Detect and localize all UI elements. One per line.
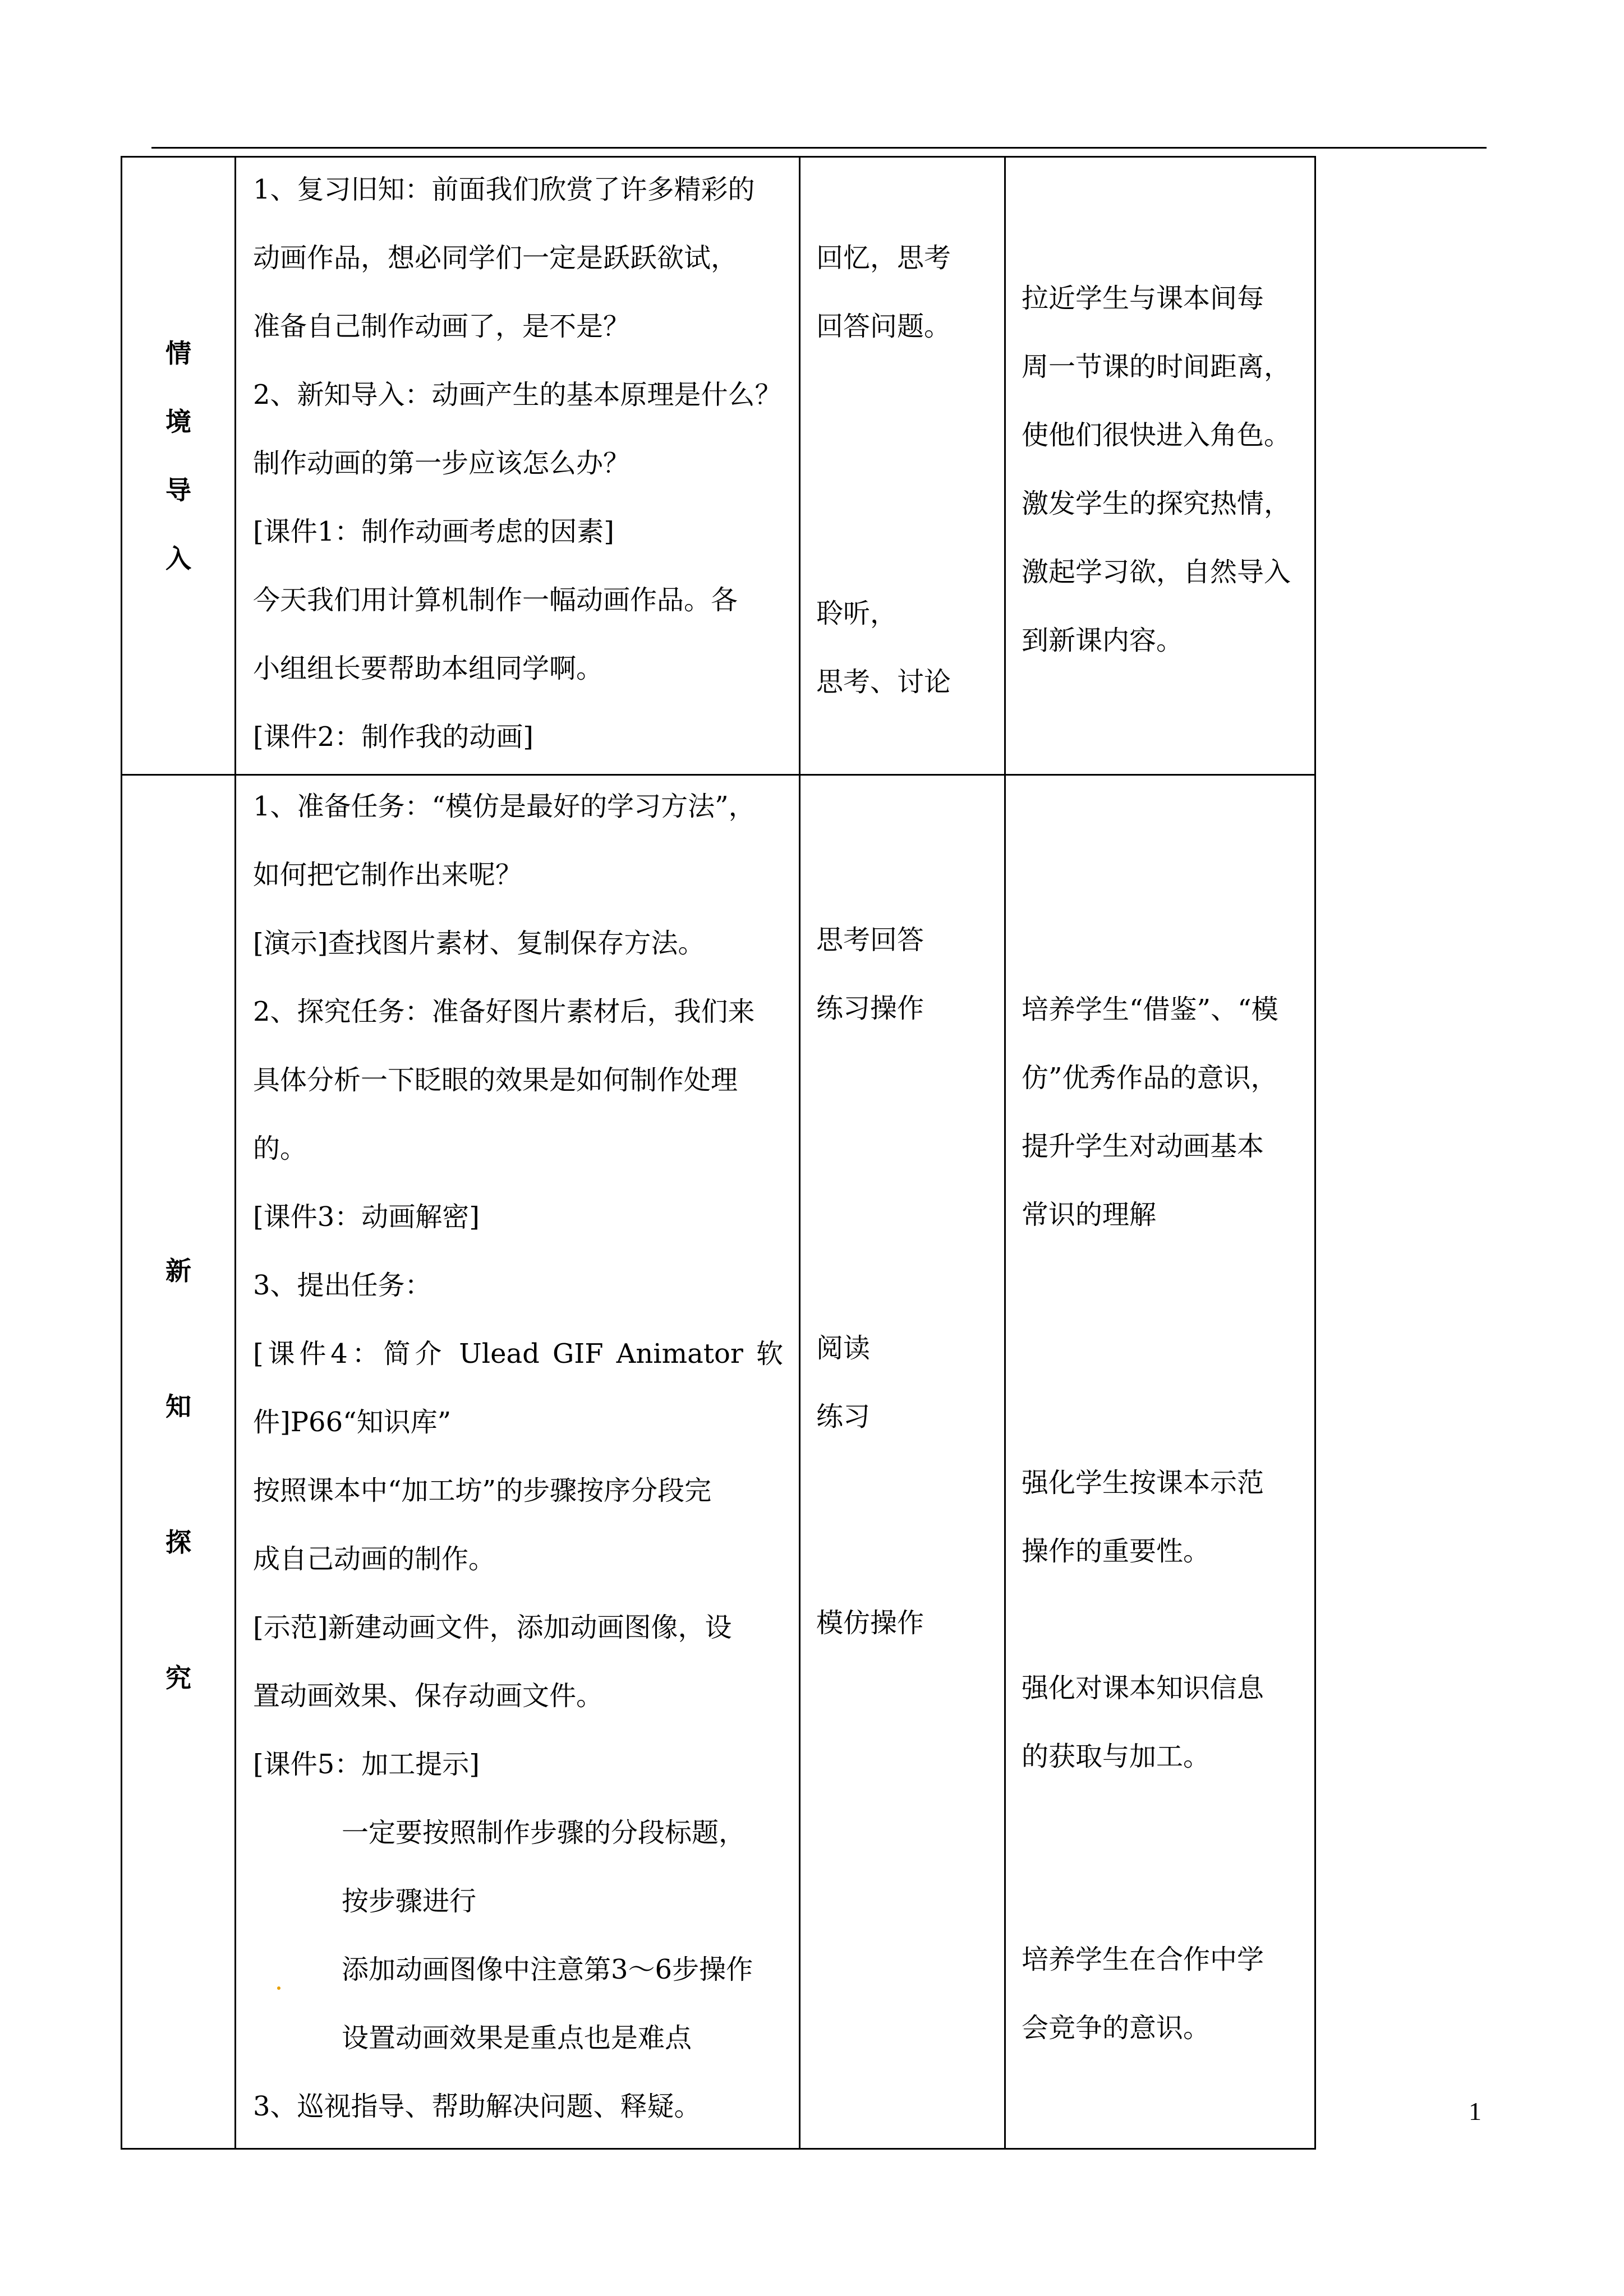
design-intent-text: 拉近学生与课本间每 周一节课的时间距离， 使他们很快进入角色。 激发学生的探究热情， 激起学习欲，自然导入 到新课内容。 bbox=[1022, 283, 1291, 656]
design-intent-text: 培养学生在合作中学 会竞争的意识。 bbox=[1022, 1944, 1264, 2044]
teacher-activity-text: 1、准备任务：“模仿是最好的学习方法”， 如何把它制作出来呢？ [演示]查找图片素材、复制保存方法。 2、探究任务：准备好图片素材后，我们来 具体分析一下眨眼的效果是如何制作处理 的。 [课件3：动画解密] 3、提出任务： [课件4：简介 Ulead GIF Animator 软 件]P66“知识库” 按照课本中“加工坊”的步骤按序分段完 成自己动画的制作。 [示范]新建动画文件，添加动画图像，设 置动画效果、保存动画文件。 [课件5：加工提示] 一定要按照制作步骤的分段标题， 按步骤进行 添加动画图像中注意第3～6步操作 设置动画效果是重点也是难点 3、巡视指导、帮助解决问题、释疑。 bbox=[253, 791, 783, 2122]
student-activity-cell bbox=[800, 157, 1005, 775]
student-activity-text: 阅读 练习 bbox=[816, 1333, 871, 1432]
stage-label: 新 知 探 究 bbox=[165, 1256, 191, 1693]
bullet-dot bbox=[277, 1986, 280, 1990]
design-intent-text: 培养学生“借鉴”、“模 仿”优秀作品的意识， 提升学生对动画基本 常识的理解 bbox=[1022, 994, 1278, 1230]
design-intent-text: 强化学生按课本示范 操作的重要性。 bbox=[1022, 1467, 1264, 1567]
stage-label: 情 境 导 入 bbox=[165, 338, 191, 574]
stage-cell bbox=[122, 157, 236, 775]
lesson-plan-table bbox=[121, 156, 1316, 2150]
teacher-activity-text: 1、复习旧知：前面我们欣赏了许多精彩的 动画作品，想必同学们一定是跃跃欲试， 准备自己制作动画了，是不是？ 2、新知导入：动画产生的基本原理是什么？ 制作动画的第一步应该怎么办？ [课件1：制作动画考虑的因素] 今天我们用计算机制作一幅动画作品。各 小组组长要帮助本组同学啊。 [课件2：制作我的动画] bbox=[253, 174, 782, 753]
student-activity-text: 思考回答 练习操作 bbox=[816, 924, 924, 1024]
teacher-activity-cell bbox=[236, 775, 800, 2149]
student-activity-text: 回忆，思考 回答问题。 bbox=[816, 242, 951, 342]
design-intent-text: 强化对课本知识信息 的获取与加工。 bbox=[1022, 1672, 1264, 1772]
section-row-intro bbox=[122, 157, 1315, 775]
teacher-activity-cell bbox=[236, 157, 800, 775]
student-activity-cell bbox=[800, 775, 1005, 2149]
page-number: 1 bbox=[1469, 2097, 1482, 2126]
student-activity-text: 聆听， 思考、讨论 bbox=[816, 598, 951, 698]
header-rule bbox=[151, 147, 1487, 149]
section-row-explore bbox=[122, 775, 1315, 2149]
student-activity-text: 模仿操作 bbox=[816, 1607, 924, 1639]
stage-cell bbox=[122, 775, 236, 2149]
design-intent-cell bbox=[1005, 157, 1315, 775]
design-intent-cell bbox=[1005, 775, 1315, 2149]
